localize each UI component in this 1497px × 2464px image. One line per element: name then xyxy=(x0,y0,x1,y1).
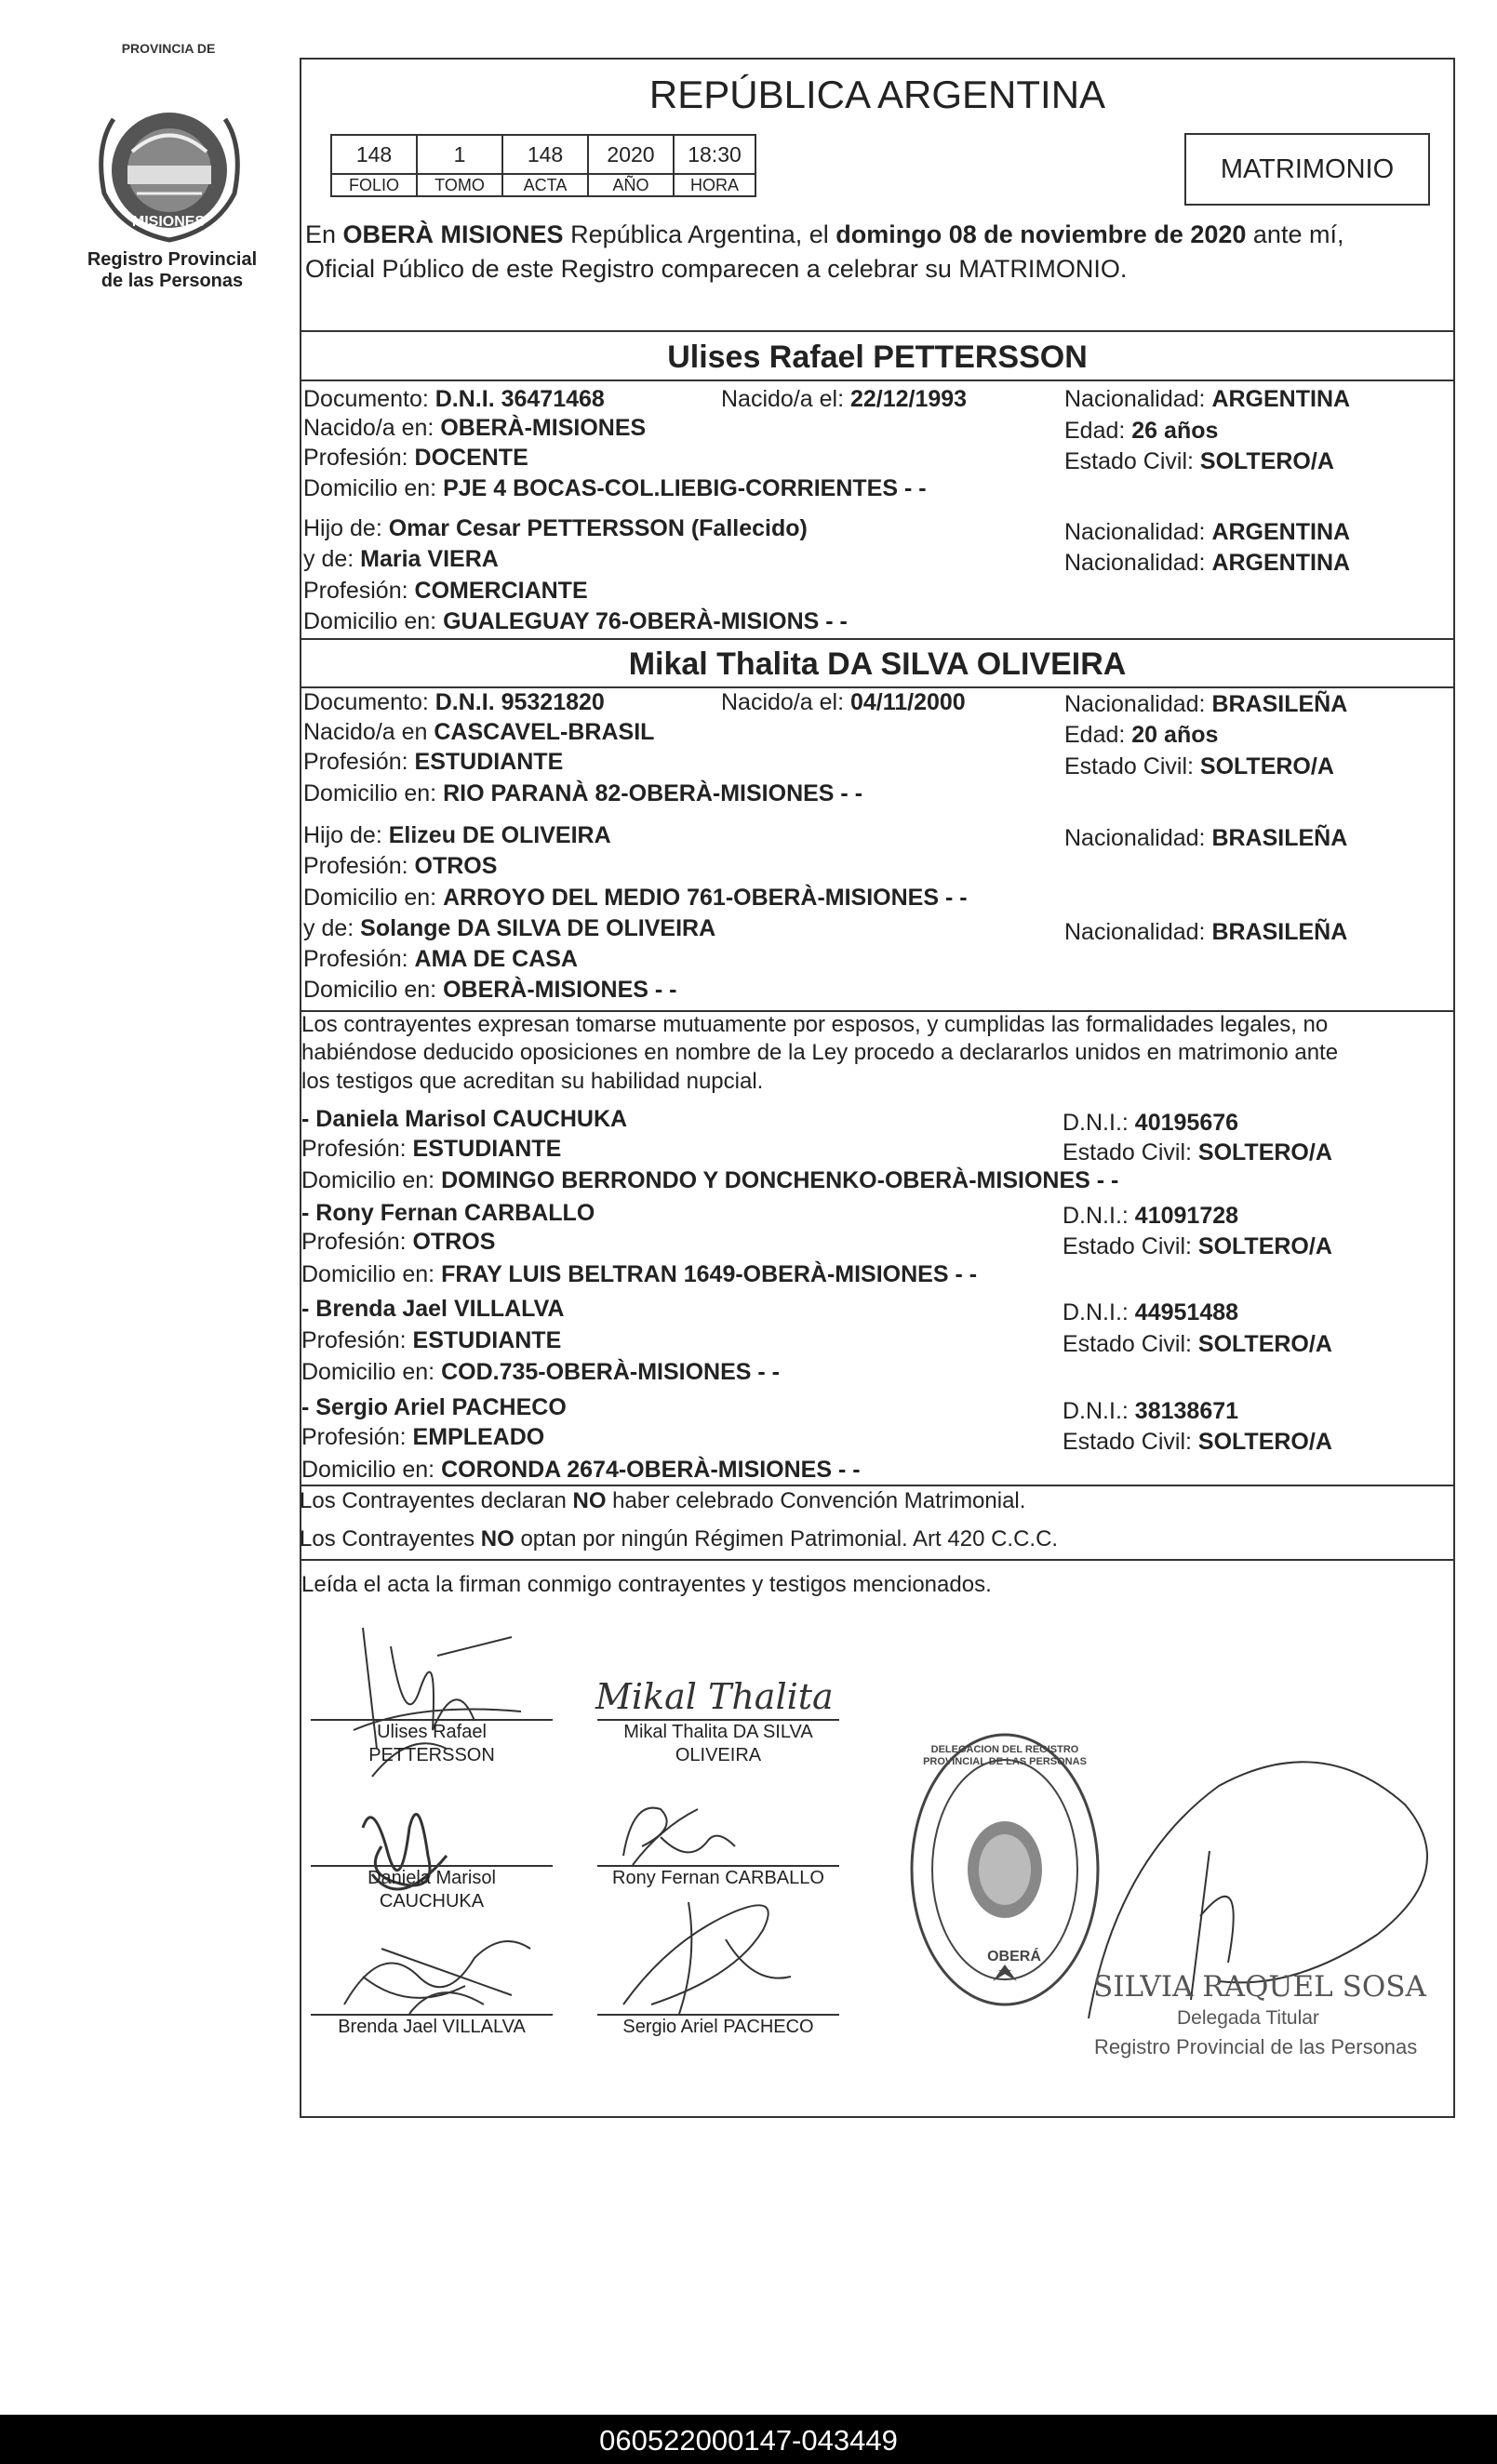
convention-line: Los Contrayentes declaran NO haber celebrado Convención Matrimonial. xyxy=(300,1488,1026,1513)
spouse2-mother-nationality: Nacionalidad: BRASILEÑA xyxy=(1064,919,1348,945)
spouse2-born-on: Nacido/a el: 04/11/2000 xyxy=(721,689,966,715)
spouse2-profession: Profesión: ESTUDIANTE xyxy=(303,749,564,775)
logo-text-top: PROVINCIA DE xyxy=(121,41,216,56)
divider xyxy=(300,330,1455,332)
tomo-value: 1 xyxy=(417,135,502,174)
witness-dni: D.N.I.: 38138671 xyxy=(1063,1398,1239,1424)
logo-text-bottom: MISIONES xyxy=(131,214,206,230)
spouse2-father-nationality: Nacionalidad: BRASILEÑA xyxy=(1064,825,1348,851)
folio-value: 148 xyxy=(331,135,417,174)
witness-civil-status: Estado Civil: SOLTERO/A xyxy=(1063,1429,1332,1455)
logo-caption: Registro Provincial de las Personas xyxy=(87,249,258,291)
witness-name: - Sergio Ariel PACHECO xyxy=(301,1394,567,1420)
divider xyxy=(300,638,1455,640)
witness-civil-status: Estado Civil: SOLTERO/A xyxy=(1063,1233,1332,1259)
declaration-line-2: habiéndose deducido oposiciones en nombre de la Ley procedo a declararlos unidos en matrimonio ante xyxy=(301,1040,1339,1065)
witness-address: Domicilio en: DOMINGO BERRONDO Y DONCHENKO-OBERÀ-MISIONES - - xyxy=(301,1167,1119,1193)
spouse1-doc: Documento: D.N.I. 36471468 xyxy=(303,386,605,412)
doc-type-box xyxy=(1184,133,1430,206)
witness-civil-status: Estado Civil: SOLTERO/A xyxy=(1063,1139,1332,1165)
spouse2-father: Hijo de: Elizeu DE OLIVEIRA xyxy=(303,822,611,848)
spouse1-father-nationality: Nacionalidad: ARGENTINA xyxy=(1064,519,1351,545)
spouse2-mother: y de: Solange DA SILVA DE OLIVEIRA xyxy=(303,915,716,941)
page-title: REPÚBLICA ARGENTINA xyxy=(648,73,1106,116)
official-name: SILVIA RAQUEL SOSA xyxy=(1093,1970,1426,2004)
year-label: AÑO xyxy=(588,174,674,196)
spouse1-mother: y de: Maria VIERA xyxy=(303,546,499,572)
witness-name: - Brenda Jael VILLALVA xyxy=(301,1296,565,1322)
spouse1-born-on: Nacido/a el: 22/12/1993 xyxy=(721,386,968,412)
witness-civil-status: Estado Civil: SOLTERO/A xyxy=(1063,1331,1332,1357)
folio-label: FOLIO xyxy=(331,174,417,196)
signature-handwriting-2: Mikal Thalita xyxy=(595,1676,834,1717)
signature-witness2: Rony Fernan CARBALLO xyxy=(612,1868,824,1888)
signature-spouse2: Mikal Thalita DA SILVA OLIVEIRA xyxy=(623,1722,813,1765)
footer-bar xyxy=(0,2415,1497,2464)
signature-spouse1: Ulises Rafael PETTERSSON xyxy=(368,1722,495,1765)
signature-witness4: Sergio Ariel PACHECO xyxy=(622,2017,814,2037)
spouse1-father: Hijo de: Omar Cesar PETTERSSON (Fallecido) xyxy=(303,515,808,541)
witness-profession: Profesión: ESTUDIANTE xyxy=(301,1327,562,1353)
signature-witness3: Brenda Jael VILLALVA xyxy=(338,2017,526,2037)
spouse1-age: Edad: 26 años xyxy=(1064,418,1219,444)
spouse2-name: Mikal Thalita DA SILVA OLIVEIRA xyxy=(628,646,1127,682)
spouse2-mother-profession: Profesión: AMA DE CASA xyxy=(303,946,578,972)
acta-label: ACTA xyxy=(502,174,588,196)
spouse1-born-in: Nacido/a en: OBERÀ-MISIONES xyxy=(303,415,647,441)
acta-value: 148 xyxy=(502,135,588,174)
witness-address: Domicilio en: CORONDA 2674-OBERÀ-MISIONES - - xyxy=(301,1457,861,1483)
spouse1-address: Domicilio en: PJE 4 BOCAS-COL.LIEBIG-CORRIENTES - - xyxy=(303,475,927,501)
witness-profession: Profesión: EMPLEADO xyxy=(301,1424,545,1450)
witness-dni: D.N.I.: 40195676 xyxy=(1063,1110,1239,1136)
spouse1-profession: Profesión: DOCENTE xyxy=(303,445,528,471)
year-value: 2020 xyxy=(588,135,674,174)
declaration-line-1: Los contrayentes expresan tomarse mutuamente por esposos, y cumplidas las formalidades legales, no xyxy=(301,1012,1329,1037)
spouse1-civil-status: Estado Civil: SOLTERO/A xyxy=(1064,448,1334,474)
divider xyxy=(300,1559,1455,1561)
spouse1-parents-profession: Profesión: COMERCIANTE xyxy=(303,578,588,604)
declaration-line-3: los testigos que acreditan su habilidad nupcial. xyxy=(301,1069,764,1094)
stamp-city: OBERÁ xyxy=(987,1949,1041,1965)
doc-type: MATRIMONIO xyxy=(1220,154,1395,184)
spouse2-doc: Documento: D.N.I. 95321820 xyxy=(303,689,605,715)
witness-name: - Rony Fernan CARBALLO xyxy=(301,1200,595,1226)
divider xyxy=(300,380,1455,381)
hour-label: HORA xyxy=(674,174,755,196)
witness-profession: Profesión: OTROS xyxy=(301,1229,496,1255)
regime-line: Los Contrayentes NO optan por ningún Régimen Patrimonial. Art 420 C.C.C. xyxy=(300,1526,1059,1552)
witness-address: Domicilio en: FRAY LUIS BELTRAN 1649-OBERÀ-MISIONES - - xyxy=(301,1261,978,1287)
official-role: Delegada Titular xyxy=(1177,2007,1319,2029)
closing-text: Leída el acta la firman conmigo contrayentes y testigos mencionados. xyxy=(301,1572,992,1597)
tomo-label: TOMO xyxy=(417,174,502,196)
stamp-text: DELEGACION DEL REGISTRO PROVINCIAL DE LAS PERSONAS xyxy=(923,1744,1087,1767)
spouse2-born-in: Nacido/a en CASCAVEL-BRASIL xyxy=(303,719,655,745)
intro-line-2: Oficial Público de este Registro comparecen a celebrar su MATRIMONIO. xyxy=(305,255,1128,283)
witness-profession: Profesión: ESTUDIANTE xyxy=(301,1136,562,1162)
hour-value: 18:30 xyxy=(674,135,755,174)
signature-scribble-5 xyxy=(326,1921,549,2028)
witness-dni: D.N.I.: 44951488 xyxy=(1063,1299,1239,1325)
spouse2-age: Edad: 20 años xyxy=(1064,722,1219,748)
record-grid xyxy=(330,134,756,197)
spouse2-mother-address: Domicilio en: OBERÀ-MISIONES - - xyxy=(303,977,677,1003)
official-office: Registro Provincial de las Personas xyxy=(1094,2035,1418,2058)
witness-name: - Daniela Marisol CAUCHUKA xyxy=(301,1106,628,1132)
spouse1-name: Ulises Rafael PETTERSSON xyxy=(667,340,1088,375)
witness-dni: D.N.I.: 41091728 xyxy=(1063,1203,1239,1229)
spouse1-mother-nationality: Nacionalidad: ARGENTINA xyxy=(1064,550,1351,576)
witness-address: Domicilio en: COD.735-OBERÀ-MISIONES - - xyxy=(301,1359,780,1385)
spouse2-father-profession: Profesión: OTROS xyxy=(303,853,498,879)
spouse2-father-address: Domicilio en: ARROYO DEL MEDIO 761-OBERÀ-MISIONES - - xyxy=(303,885,968,911)
spouse2-address: Domicilio en: RIO PARANÀ 82-OBERÀ-MISIONES - - xyxy=(303,780,863,806)
divider xyxy=(300,1485,1455,1486)
signature-witness1: Daniela Marisol CAUCHUKA xyxy=(368,1868,496,1911)
official-stamp xyxy=(907,1730,1103,2009)
spouse2-nationality: Nacionalidad: BRASILEÑA xyxy=(1064,691,1348,717)
signature-scribble-6 xyxy=(595,1884,809,2028)
spouse1-nationality: Nacionalidad: ARGENTINA xyxy=(1064,386,1351,412)
spouse2-civil-status: Estado Civil: SOLTERO/A xyxy=(1064,753,1334,779)
spouse1-parents-address: Domicilio en: GUALEGUAY 76-OBERÀ-MISIONS - - xyxy=(303,608,848,634)
intro-line-1: En OBERÀ MISIONES República Argentina, el domingo 08 de noviembre de 2020 ante mí, xyxy=(305,220,1344,248)
footer-code: 060522000147-043449 xyxy=(599,2424,898,2457)
